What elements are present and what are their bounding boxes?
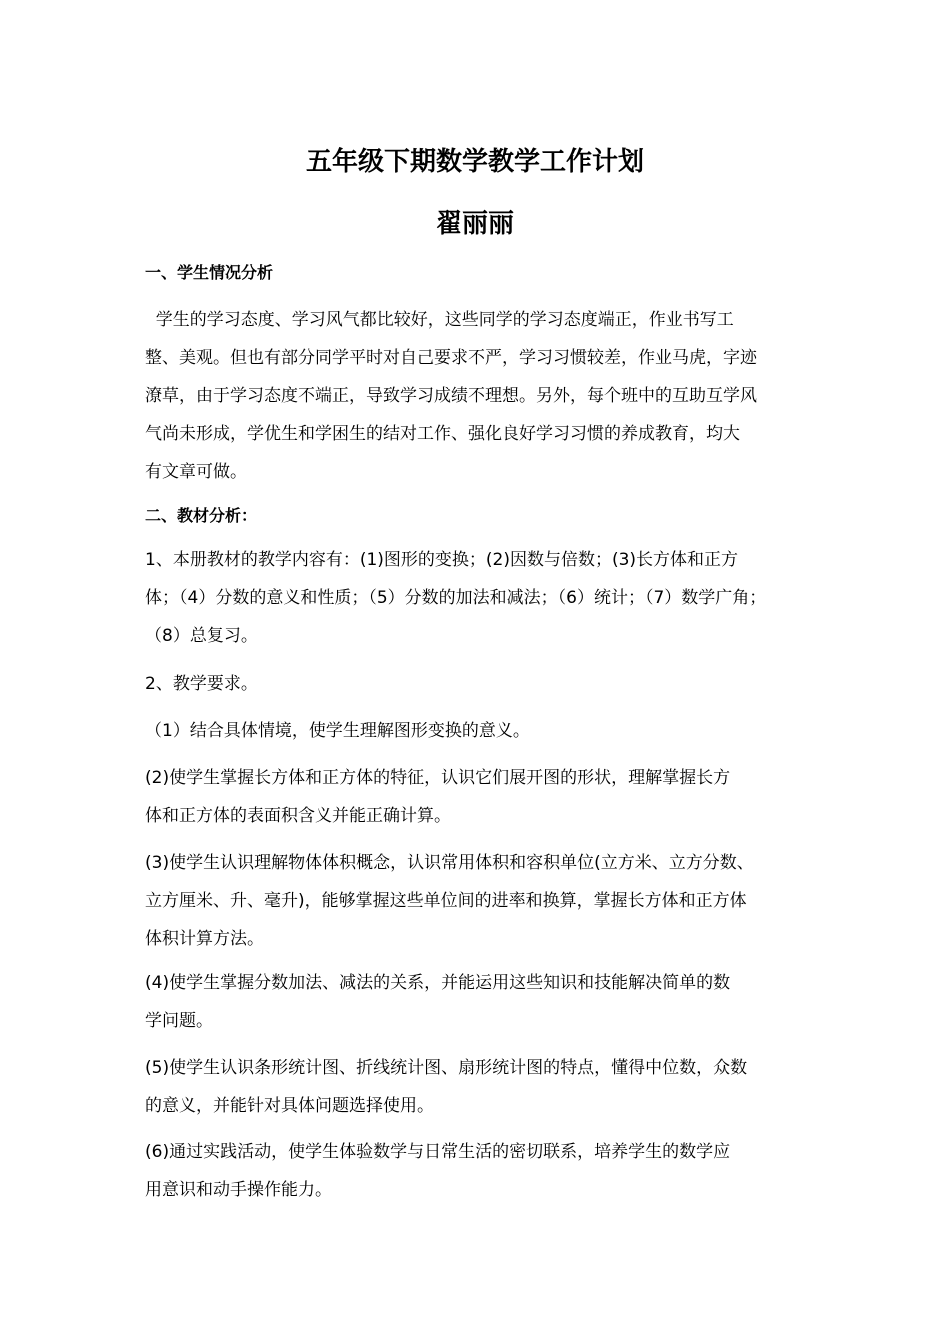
text-line: 用意识和动手操作能力。 (145, 1180, 332, 1200)
text-line: 学生的学习态度、学习风气都比较好，这些同学的学习态度端正，作业书写工 (145, 310, 734, 330)
document-title: 五年级下期数学教学工作计划 (305, 147, 644, 177)
text-line: 整、美观。但也有部分同学平时对自己要求不严，学习习惯较差，作业马虎，字迹 (145, 348, 757, 368)
text-line: 体积计算方法。 (145, 929, 264, 949)
text-line: 体和正方体的表面积含义并能正确计算。 (145, 806, 451, 826)
paragraph-teaching-requirements-title (145, 665, 815, 703)
text-line: （1）结合具体情境，使学生理解图形变换的意义。 (145, 721, 530, 741)
text-line: 2、教学要求。 (145, 674, 258, 694)
text-line: 潦草，由于学习态度不端正，导致学习成绩不理想。另外，每个班中的互助互学风 (145, 386, 757, 406)
author-name: 翟丽丽 (435, 209, 514, 239)
text-line: (3)使学生认识理解物体体积概念，认识常用体积和容积单位(立方米、立方分数、 (145, 853, 754, 873)
text-line: 1、本册教材的教学内容有：(1)图形的变换；(2)因数与倍数；(3)长方体和正方 (145, 550, 739, 570)
paragraph-requirement-3 (145, 844, 815, 958)
paragraph-requirement-1 (145, 712, 815, 750)
text-line: 有文章可做。 (145, 462, 247, 482)
text-line: 的意义，并能针对具体问题选择使用。 (145, 1096, 434, 1116)
text-line: (4)使学生掌握分数加法、减法的关系，并能运用这些知识和技能解决简单的数 (145, 973, 731, 993)
text-line: 气尚未形成，学优生和学困生的结对工作、强化良好学习习惯的养成教育，均大 (145, 424, 740, 444)
paragraph-requirement-5 (145, 1049, 815, 1125)
section-heading-student-analysis: 一、学生情况分析 (145, 263, 274, 282)
text-line: 学问题。 (145, 1011, 213, 1031)
section-heading-textbook-analysis: 二、教材分析： (145, 506, 258, 525)
text-line: (2)使学生掌握长方体和正方体的特征，认识它们展开图的形状，理解掌握长方 (145, 768, 731, 788)
paragraph-teaching-content (145, 541, 815, 655)
paragraph-student-analysis (145, 301, 815, 491)
text-line: 立方厘米、升、毫升)，能够掌握这些单位间的进率和换算，掌握长方体和正方体 (145, 891, 747, 911)
text-line: (6)通过实践活动，使学生体验数学与日常生活的密切联系，培养学生的数学应 (145, 1142, 731, 1162)
paragraph-requirement-4 (145, 964, 815, 1040)
text-line: (5)使学生认识条形统计图、折线统计图、扇形统计图的特点，懂得中位数，众数 (145, 1058, 748, 1078)
text-line: 体；（4）分数的意义和性质；（5）分数的加法和减法；（6）统计；（7）数学广角； (145, 588, 767, 608)
text-line: （8）总复习。 (145, 626, 258, 646)
paragraph-requirement-2 (145, 759, 815, 835)
paragraph-requirement-6 (145, 1133, 815, 1209)
